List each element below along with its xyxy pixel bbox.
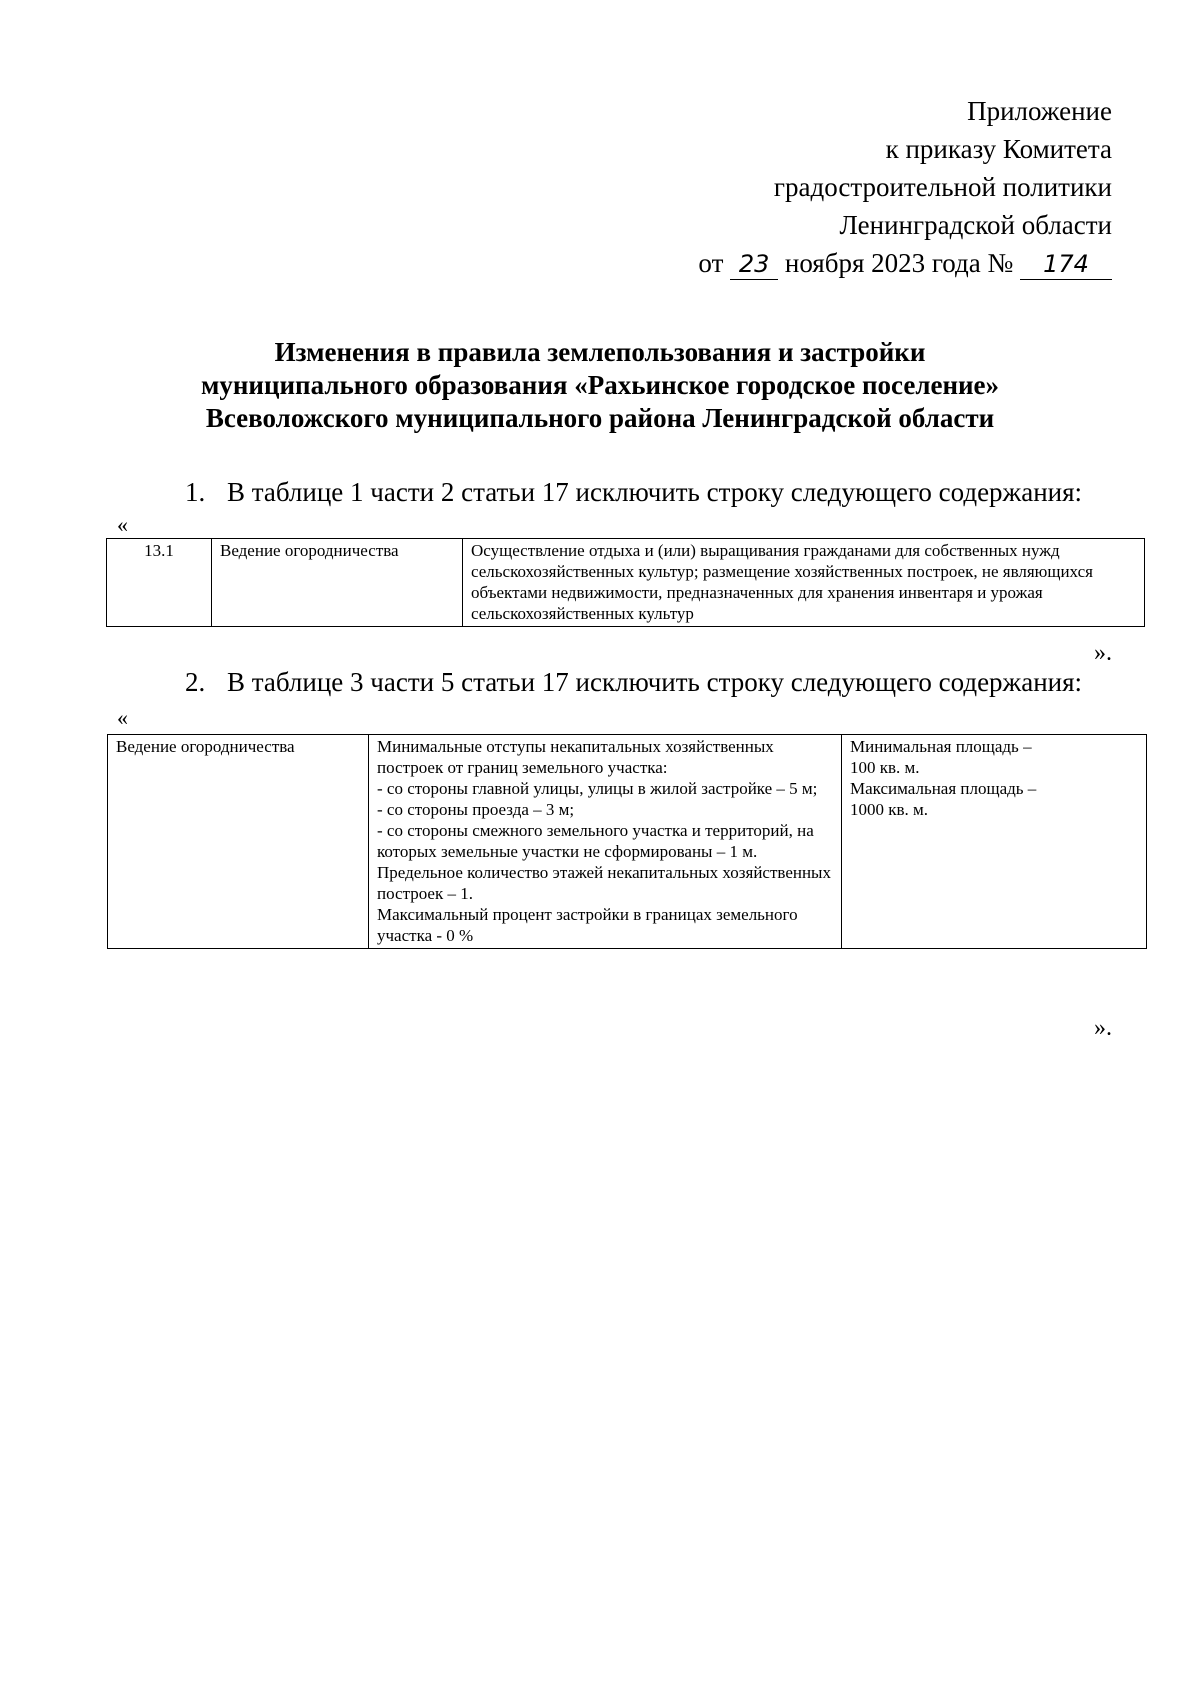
area-line: Максимальная площадь – 1000 кв. м.	[850, 779, 1037, 819]
list-item	[185, 477, 1082, 508]
table-1-excerpt	[106, 538, 1145, 627]
table-cell-name: Ведение огородничества	[212, 539, 463, 627]
table-row	[108, 735, 1147, 949]
table-3-excerpt	[107, 734, 1147, 949]
area-line: Минимальная площадь – 100 кв. м.	[850, 737, 1032, 777]
table-cell-code: 13.1	[107, 539, 212, 627]
annex-line: градостроительной политики	[773, 172, 1112, 202]
param-line: - со стороны главной улицы, улицы в жилой застройке – 5 м;	[377, 779, 818, 798]
table-row	[107, 539, 1145, 627]
list-item	[185, 667, 1082, 698]
order-number: 174	[1020, 249, 1112, 280]
annex-header	[698, 92, 1112, 282]
number-sign: №	[987, 248, 1014, 278]
date-prefix: от	[698, 248, 724, 278]
param-line: Предельное количество этажей некапитальных хозяйственных построек – 1.	[377, 863, 831, 903]
annex-line: к приказу Комитета	[885, 134, 1112, 164]
item-text: В таблице 1 части 2 статьи 17 исключить строку следующего содержания:	[227, 477, 1083, 507]
title-line: Изменения в правила землепользования и застройки	[274, 337, 926, 367]
param-line: Минимальные отступы некапитальных хозяйственных построек от границ земельного участка:	[377, 737, 774, 777]
closing-quote: ».	[1094, 1015, 1112, 1041]
closing-quote: ».	[1094, 640, 1112, 666]
order-month-year: ноября 2023 года	[784, 248, 981, 278]
item-text: В таблице 3 части 5 статьи 17 исключить строку следующего содержания:	[227, 667, 1083, 697]
param-line: - со стороны проезда – 3 м;	[377, 800, 575, 819]
title-line: Всеволожского муниципального района Ленинградской области	[205, 403, 995, 433]
table-cell-area	[842, 735, 1147, 949]
annex-line: Ленинградской области	[839, 210, 1112, 240]
item-number: 1.	[185, 477, 206, 507]
param-line: Максимальный процент застройки в границах земельного участка - 0 %	[377, 905, 798, 945]
order-day: 23	[730, 249, 778, 280]
item-number: 2.	[185, 667, 206, 697]
table-cell-name: Ведение огородничества	[108, 735, 369, 949]
param-line: - со стороны смежного земельного участка и территорий, на которых земельные участки не сформированы – 1 м.	[377, 821, 814, 861]
title-line: муниципального образования «Рахьинское городское поселение»	[200, 370, 1000, 400]
table-cell-params	[369, 735, 842, 949]
table-cell-description: Осуществление отдыха и (или) выращивания гражданами для собственных нужд сельскохозяйственных культур; размещение хозяйственных построек, не являющихся объектами недвижимости, предназначенных для хранения инвентаря и урожая сельскохозяйственных культур	[463, 539, 1145, 627]
document-title	[0, 336, 1200, 435]
order-date-line	[698, 244, 1112, 282]
opening-quote: «	[117, 705, 128, 730]
opening-quote: «	[117, 512, 128, 537]
annex-line: Приложение	[967, 96, 1112, 126]
